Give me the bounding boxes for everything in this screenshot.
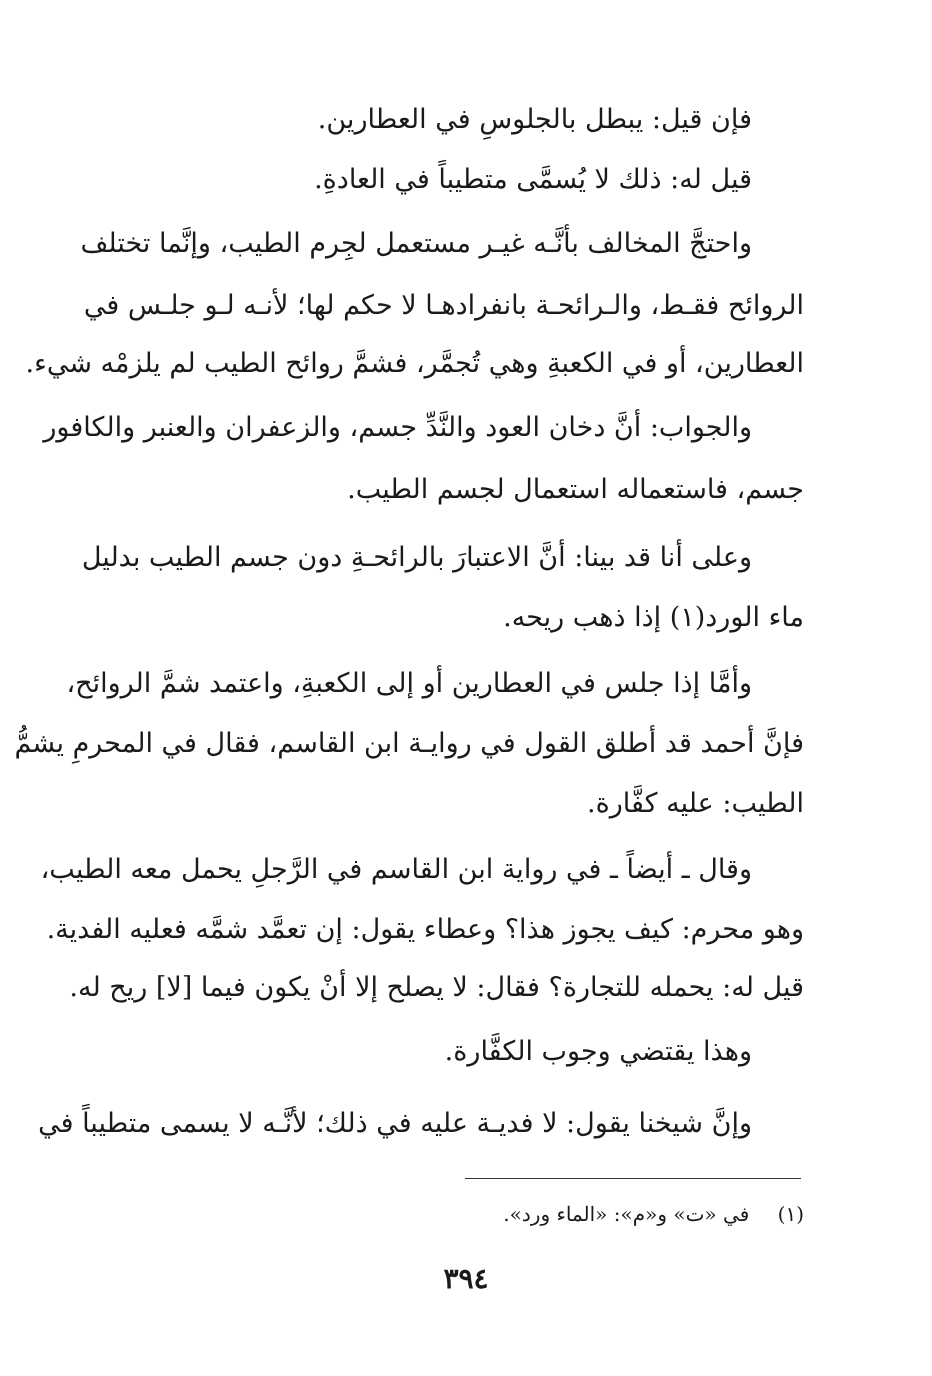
text-line: جسم، فاستعماله استعمال لجسم الطيب.	[347, 474, 804, 505]
footnote-divider	[465, 1178, 801, 1179]
text-line: الروائح فقـط، والـرائحـة بانفرادهـا لا حكم لها؛ لأنـه لـو جلـس في	[83, 290, 804, 321]
text-line: واحتجَّ المخالف بأنَّـه غيـر مستعمل لجِرم الطيب، وإنَّما تختلف	[80, 228, 752, 259]
footnote	[503, 1198, 804, 1230]
page-number: ٣٩٤	[443, 1262, 489, 1295]
text-line: وهذا يقتضي وجوب الكفَّارة.	[444, 1036, 752, 1067]
text-line: الطيب: عليه كفَّارة.	[587, 788, 804, 819]
text-line: قيل له: يحمله للتجارة؟ فقال: لا يصلح إلا أنْ يكون فيما [لا] ريح له.	[69, 972, 804, 1003]
text-line: وأمَّا إذا جلس في العطارين أو إلى الكعبةِ، واعتمد شمَّ الروائح،	[66, 668, 752, 699]
footnote-text: في «ت» و«م»: «الماء ورد».	[503, 1202, 750, 1226]
text-line: العطارين، أو في الكعبةِ وهي تُجمَّر، فشمَّ روائح الطيب لم يلزمْه شيء.	[25, 348, 804, 379]
text-line: وعلى أنا قد بينا: أنَّ الاعتبارَ بالرائحـةِ دون جسم الطيب بدليل	[81, 542, 752, 573]
text-line: وإنَّ شيخنا يقول: لا فديـة عليه في ذلك؛ لأنَّـه لا يسمى متطيباً في	[38, 1108, 752, 1139]
text-line: وهو محرم: كيف يجوز هذا؟ وعطاء يقول: إن تعمَّد شمَّه فعليه الفدية.	[46, 914, 804, 945]
text-line: والجواب: أنَّ دخان العود والنَّدِّ جسم، والزعفران والعنبر والكافور	[43, 412, 752, 443]
text-line: فإنَّ أحمد قد أطلق القول في روايـة ابن القاسم، فقال في المحرمِ يشمُّ	[14, 728, 804, 759]
text-line: ماء الورد(١) إذا ذهب ريحه.	[503, 602, 804, 633]
text-line: فإن قيل: يبطل بالجلوسِ في العطارين.	[317, 104, 752, 135]
footnote-number: (١)	[777, 1202, 804, 1226]
text-line: وقال ـ أيضاً ـ في رواية ابن القاسم في الرَّجلِ يحمل معه الطيب،	[40, 854, 752, 885]
text-line: قيل له: ذلك لا يُسمَّى متطيباً في العادةِ.	[314, 164, 752, 195]
